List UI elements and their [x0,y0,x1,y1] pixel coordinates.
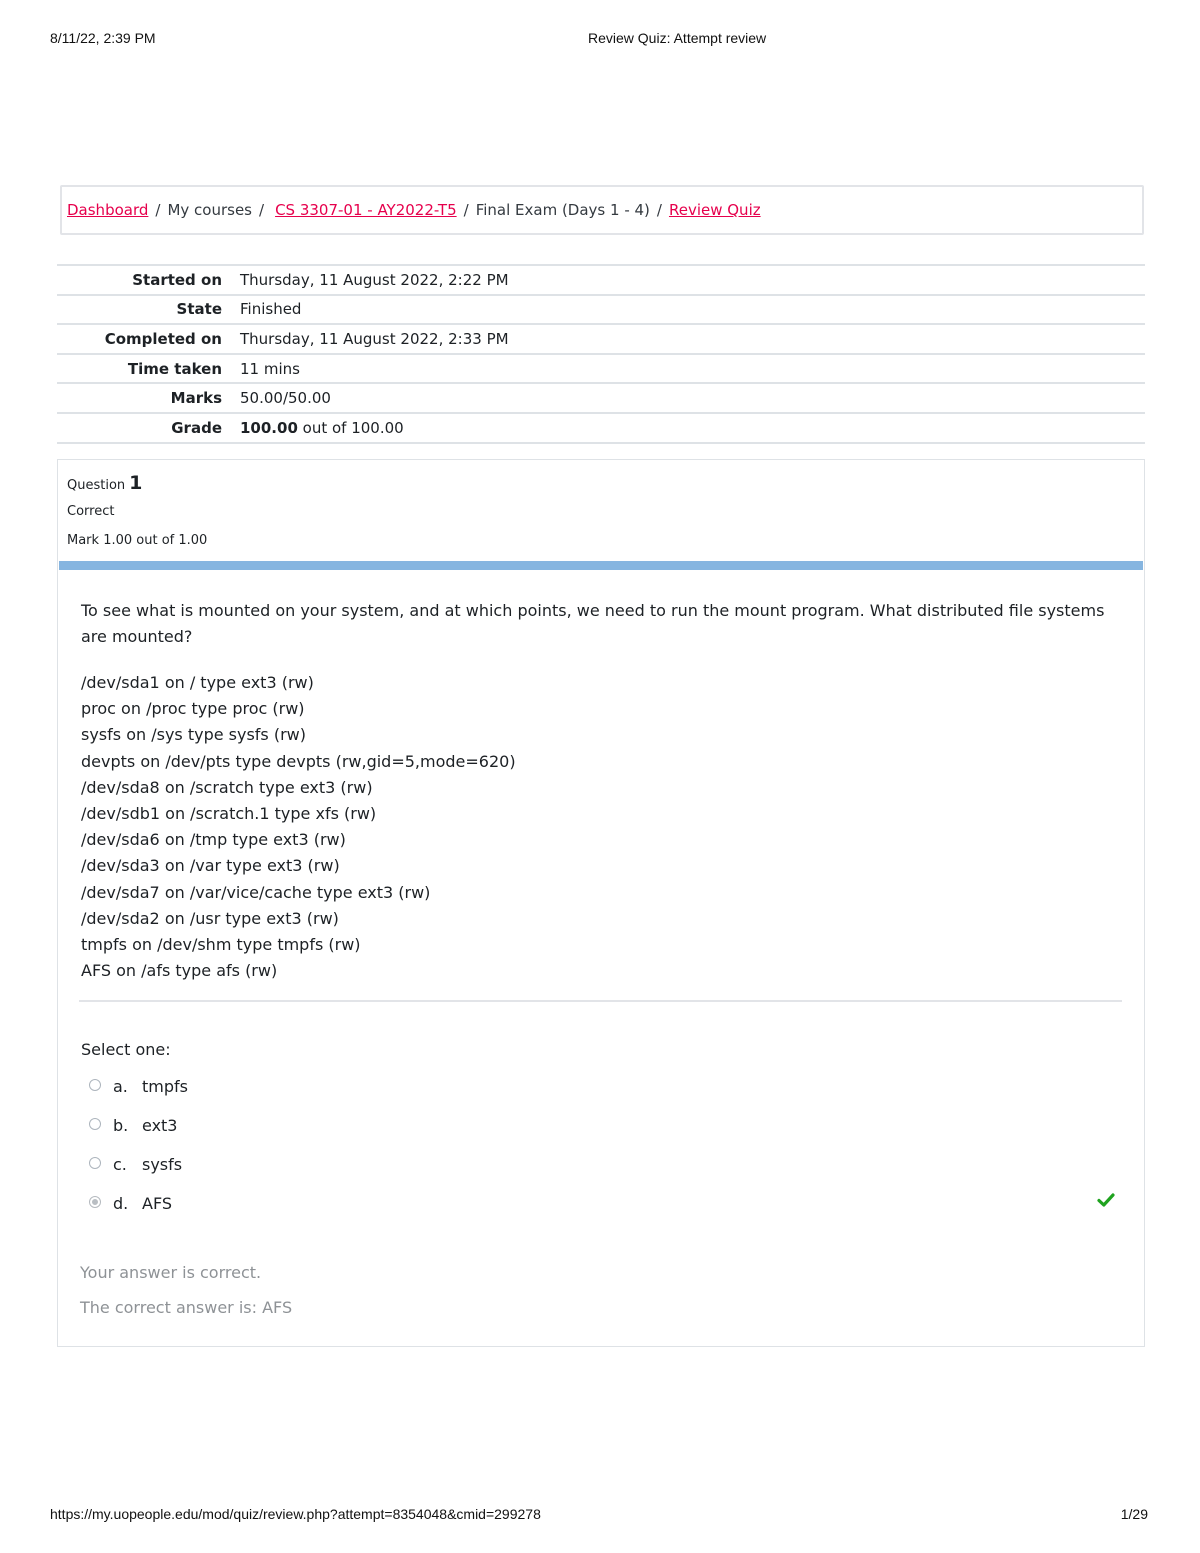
summary-row-state [57,295,1145,325]
print-url: https://my.uopeople.edu/mod/quiz/review.php?attempt=8354048&cmid=299278 [50,1506,541,1522]
print-footer [50,1506,1148,1526]
summary-row-completed-on [57,324,1145,354]
mount-line: /dev/sda7 on /var/vice/cache type ext3 (rw) [81,882,431,902]
summary-label: Started on [132,270,222,289]
answer-option-c[interactable] [89,1145,1119,1184]
summary-label: Grade [171,418,222,437]
option-text: sysfs [142,1155,183,1174]
select-one-prompt: Select one: [81,1040,171,1059]
option-text: ext3 [142,1116,178,1135]
radio-button-selected[interactable] [89,1196,101,1208]
grade-value: 100.00 [240,418,298,437]
option-text: AFS [142,1194,173,1213]
mount-line: sysfs on /sys type sysfs (rw) [81,725,306,745]
mount-line: /dev/sda6 on /tmp type ext3 (rw) [81,830,346,850]
question-text: To see what is mounted on your system, and at which points, we need to run the mount program. What distributed file systems are mounted? [81,601,1105,646]
summary-value: 11 mins [240,359,300,378]
print-title: Review Quiz: Attempt review [588,30,767,46]
answer-option-b[interactable] [89,1106,1119,1145]
question-info [67,470,207,554]
summary-label: State [176,300,222,319]
radio-button[interactable] [89,1157,101,1169]
summary-value: Thursday, 11 August 2022, 2:22 PM [240,270,509,289]
question-formulation [59,561,1143,1247]
breadcrumb-course-link[interactable]: CS 3307-01 - AY2022-T5 [275,201,457,219]
print-datetime: 8/11/22, 2:39 PM [50,30,156,46]
summary-value [240,413,1145,443]
summary-value: Thursday, 11 August 2022, 2:33 PM [240,329,509,348]
mount-line: /dev/sda2 on /usr type ext3 (rw) [81,908,339,928]
radio-button[interactable] [89,1118,101,1130]
answer-option-a[interactable] [89,1067,1119,1106]
summary-value: Finished [240,300,302,319]
mount-line: proc on /proc type proc (rw) [81,699,305,719]
mount-output [81,670,516,984]
question-card [57,459,1145,1347]
answer-options [89,1067,1119,1223]
radio-button[interactable] [89,1079,101,1091]
option-text: tmpfs [142,1077,188,1096]
summary-row-marks [57,383,1145,413]
breadcrumb-dashboard-link[interactable]: Dashboard [67,201,149,219]
attempt-summary-table [57,264,1145,444]
grade-suffix: out of 100.00 [297,418,404,437]
question-mark: Mark 1.00 out of 1.00 [67,533,208,548]
option-letter: d. [113,1194,129,1213]
breadcrumb-separator: / [463,201,469,219]
breadcrumb-my-courses: My courses [167,201,252,219]
breadcrumb-separator: / [656,201,662,219]
mount-line: /dev/sda1 on / type ext3 (rw) [81,673,314,692]
summary-row-started-on [57,265,1145,295]
summary-label: Time taken [127,359,222,378]
divider [79,1000,1122,1002]
breadcrumb-review-quiz-link[interactable]: Review Quiz [668,201,761,219]
print-header [50,30,1148,50]
summary-row-grade [57,413,1145,443]
breadcrumb-final-exam: Final Exam (Days 1 - 4) [475,201,650,219]
summary-label: Completed on [104,329,222,348]
summary-value: 50.00/50.00 [240,389,331,408]
option-letter: a. [113,1077,128,1096]
correct-answer-text: The correct answer is: AFS [80,1298,293,1317]
mount-line: /dev/sda8 on /scratch type ext3 (rw) [81,777,373,797]
print-page-number: 1/29 [1120,1506,1148,1522]
question-number: 1 [129,472,143,494]
breadcrumb-separator: / [259,201,265,219]
mount-line: /dev/sda3 on /var type ext3 (rw) [81,856,340,876]
mount-line: tmpfs on /dev/shm type tmpfs (rw) [81,935,361,955]
mount-line: AFS on /afs type afs (rw) [81,961,278,981]
question-feedback [80,1263,292,1333]
check-icon [1097,1191,1115,1209]
summary-label: Marks [170,389,222,408]
answer-option-d[interactable] [89,1184,1119,1223]
option-letter: b. [113,1116,129,1135]
mount-line: /dev/sdb1 on /scratch.1 type xfs (rw) [81,804,377,824]
breadcrumb [60,185,1144,235]
option-letter: c. [113,1155,127,1174]
mount-line: devpts on /dev/pts type devpts (rw,gid=5,mode=620) [81,751,516,771]
feedback-text: Your answer is correct. [80,1263,262,1282]
question-state: Correct [67,504,115,519]
summary-row-time-taken [57,354,1145,384]
question-label: Question [67,478,126,493]
breadcrumb-separator: / [155,201,161,219]
